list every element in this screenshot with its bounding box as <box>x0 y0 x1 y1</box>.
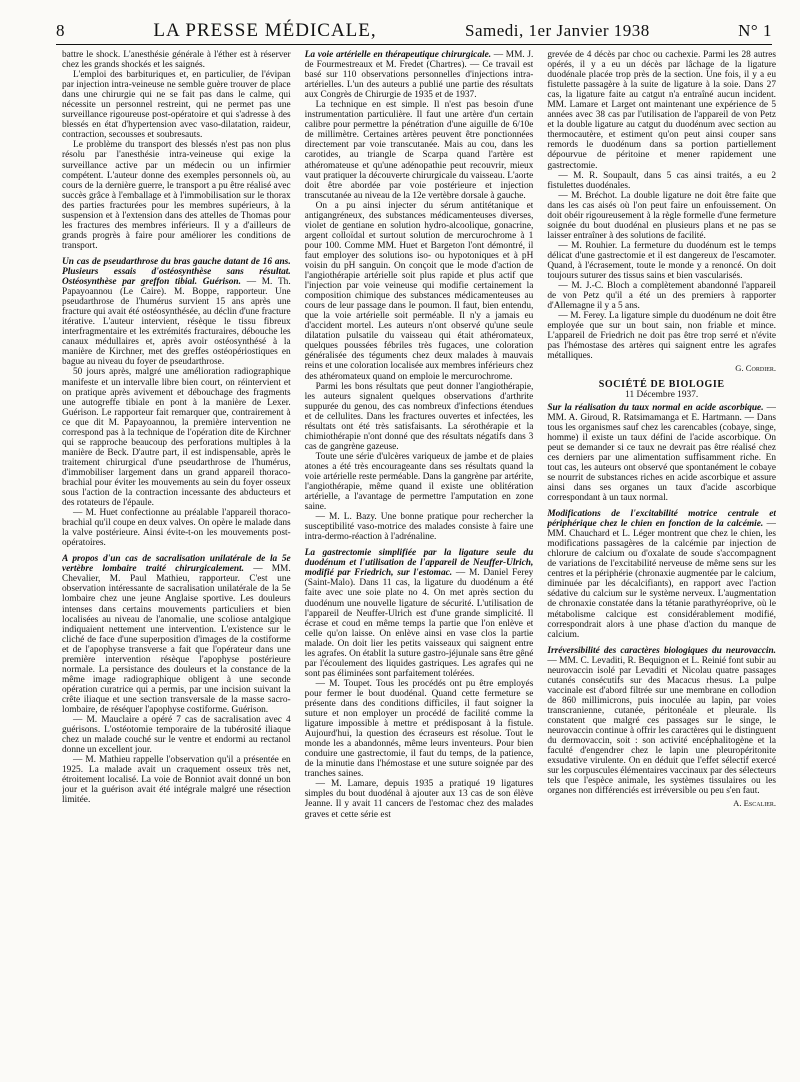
paragraph-text: — MM. A. Giroud, R. Ratsimamanga et E. Hartmann. — Dans tous les organismes sauf chez les carencables (cobaye, singe, homme) il existe un taux défini de l'acide ascorbique. On peut se demander si ce taux ne devrait pas être réalisé chez ces derniers par une alimentation suffisamment riche. En tout cas, les auteurs ont observé que spontanément le cobaye se nourrit de substances riches en acide ascorbique et assure ainsi dans ses organes un taux d'acide ascorbique correspondant à un taux normal. <box>547 402 777 504</box>
issue-number: N° 1 <box>738 21 772 40</box>
paragraph-text: — M. Mathieu rappelle l'observation qu'il a présentée en 1925. La malade avait un craquement osseux très net, étroitement localisé. La voie de Bonniot avait donné un bon jour et la guérison avait été intégrale malgré une résection limitée. <box>62 755 291 806</box>
article-title: La voie artérielle en thérapeutique chirurgicale. <box>304 50 492 60</box>
paragraph <box>305 512 534 542</box>
paragraph <box>305 50 534 100</box>
paragraph <box>62 554 291 715</box>
paragraph <box>305 452 534 512</box>
paragraph <box>305 100 534 200</box>
paragraph-text: — M. Daniel Ferey (Saint-Malo). Dans 11 cas, la ligature du duodénum a été faite avec une soie plate no 4. On met après section du duodénum une nouvelle ligature de sécurité. L'utilisation de l'appareil de Neuffer-Ulrich est d'une grande simplicité. Il écrase et coud en même temps la partie que l'on enlève et celle qu'on laisse. On enlève ainsi en vase clos la partie malade. On doit lier les petits vaisseaux qui saignent entre les agrafes. On établit la suture gastro-jéjunale sans être gêné par l'écoulement des liquides gastriques. Les agrafes qui ne sont pas éliminées sont parfaitement tolérées. <box>304 568 534 679</box>
paragraph-text: — M. Th. Papayoannou (Le Caire). M. Boppe, rapporteur. Une pseudarthrose de l'humérus survient 15 ans après une fracture qui avait été ostéosynthésée, au déclin d'une fracture itérative. L'auteur intervient, résèque le tissu fibreux interfragmentaire et les extrémités fracturaires, débouche les canaux médullaires et, après avoir ostéosynthésé à la manière de Kirchner, met des greffes ostéopériostiques en bague au niveau du foyer de pseudarthrose. <box>62 277 291 368</box>
paragraph-text: Parmi les bons résultats que peut donner l'angiothérapie, les auteurs signalent quelques observations d'arthrite suppurée du genou, des cas nombreux d'infections étendues et de cellulites. Dans les fractures ouvertes et infectées, les résultats ont été très satisfaisants. La sérothérapie et la chimiothérapie n'ont donné que des résultats négatifs dans 3 cas de gangrène gazeuse. <box>304 381 534 452</box>
author-signature: A. Escalier. <box>733 798 777 809</box>
paragraph-text: — M. Toupet. Tous les procédés ont pu être employés pour fermer le bout duodénal. Quand cette fermeture se présente dans des conditions difficiles, il faut soigner la suture et non employer un procédé de facilité comme la ligature impossible à mettre et prédisposant à la fistule. Aujourd'hui, la question des écraseurs est résolue. Tout le monde les a abandonnés, même leurs inventeurs. Pour bien conduire une gastrectomie, il faut du temps, de la patience, de la minutie dans l'hémostase et une suture soignée par des tranches saines. <box>304 678 534 780</box>
paragraph <box>62 755 291 805</box>
paragraph-text: — M. Rouhier. La fermeture du duodénum est le temps délicat d'une gastrectomie et il est dangereux de l'escamoter. Quand, à l'écrasement, toute le monde y a renoncé. On doit toujours suturer des tissus sains et bien vascularisés. <box>547 240 777 282</box>
section-date: 11 Décembre 1937. <box>625 389 699 400</box>
paragraph-text: — M. Mauclaire a opéré 7 cas de sacralisation avec 4 guérisons. L'ostéotomie temporaire de la tubérosité iliaque chez un malade couché sur le ventre et endormi au rectanol donne un excellent jour. <box>62 715 291 756</box>
paragraph <box>305 679 534 779</box>
paragraph <box>305 201 534 382</box>
paragraph-text: grevée de 4 décès par choc ou cachexie. Parmi les 28 autres opérés, il y a eu un décès par lâchage de la ligature duodénale placée trop près de la section. Une fois, il y a eu fistulette passagère à la suite de ligature à la soie. Dans 27 cas, la ligature faite au catgut n'a entraîné aucun incident. MM. Lamare et Larget ont maintenant une expérience de 5 années avec 38 cas par l'utilisation de l'appareil de von Petz et la double ligature au catgut du duodénum avec section au thermocautère, et estiment qu'on peut ainsi couper sans remords le duodénum dans sa portion partiellement dépourvue de péritoine et mener rapidement une gastrectomie. <box>547 50 777 171</box>
paragraph-text: — M. Lamare, depuis 1935 a pratiqué 19 ligatures simples du bout duodénal à ajouter aux 13 cas de son élève Jeanne. Il y avait 11 cancers de l'estomac chez des malades graves et cette série est <box>304 779 534 820</box>
paragraph-text: — M. Huet confectionne au préalable l'appareil thoraco-brachial qu'il coupe en deux valves. On opère le malade dans la valve postérieure. Ainsi évite-t-on les mouvements post-opératoires. <box>62 508 291 549</box>
paragraph-text: — MM. J. de Fourmestreaux et M. Fredet (Chartres). — Ce travail est basé sur 110 observations personnelles d'injections intra-artérielles. L'un des auteurs a publié une partie des résultats aux Congrès de Chirurgie de 1935 et de 1937. <box>304 50 534 101</box>
section-heading: SOCIÉTÉ DE BIOLOGIE <box>598 378 725 390</box>
author-signature: G. Cordier. <box>735 363 777 374</box>
paragraph <box>547 281 776 311</box>
paragraph <box>547 509 776 640</box>
paragraph <box>62 367 291 508</box>
paragraph <box>547 311 776 361</box>
paragraph-text: — MM. Chauchard et L. Léger montrent que chez le chien, les modifications passagères de la calcémie par injection de chlorure de calcium ou d'oxalate de soude s'accompagnent de variations de l'excitabilité nerveuse de même sens sur les centres et la périphérie (chronaxie augmentée par le calcium, diminuée par les décalcifiants), en rapport avec l'action sédative du calcium sur le système nerveux. L'augmentation de chronaxie constatée dans la tétanie parathyréoprive, où le métabolisme calcique est considérablement modifié, correspondrait alors à une phase d'action du manque de calcium. <box>547 519 777 640</box>
column-3 <box>547 50 776 1074</box>
paragraph <box>62 50 291 70</box>
paragraph <box>62 508 291 548</box>
article-title: Irréversibilité des caractères biologiques du neurovaccin. <box>547 645 777 656</box>
article-title: La gastrectomie simplifiée par la ligature seule du duodénum et l'utilisation de l'appareil de Neuffer-Ulrich, modifié par Friedrich, sur l'estomac. <box>304 548 534 579</box>
issue-date: Samedi, 1er Janvier 1938 <box>465 21 650 40</box>
paragraph-text: — M. Ferey. La ligature simple du duodénum ne doit être employée que sur un bout sain, non friable et mince. L'appareil de Friedrich ne doit pas être trop serré et n'évite pas l'hémostase des artères qui saignent entre les agrafes métalliques. <box>547 311 777 362</box>
paragraph-text: Toute une série d'ulcères variqueux de jambe et de plaies atones a été très encourageante dans ses résultats quand la voie artérielle reste perméable. Dans la gangrène par artérite, l'angiothérapie, même quand il existe une oblitération artérielle, a l'avantage de permettre l'amputation en zone saine. <box>304 451 534 513</box>
paragraph-text: battre le shock. L'anesthésie générale à l'éther est à réserver chez les grands shockés et les saignés. <box>62 50 291 71</box>
article-title: Un cas de pseudarthrose du bras gauche datant de 16 ans. Plusieurs essais d'ostéosynthèse sans résultat. Ostéosynthèse par greffon tibial. Guérison. <box>62 256 291 288</box>
paragraph <box>62 140 291 251</box>
paragraph-text: L'emploi des barbituriques et, en particulier, de l'évipan par injection intra-veineuse ne semble guère trouver de place dans une chirurgie qui ne se fait pas dans le calme, qui nécessite un personnel restreint, qui ne permet pas une surveillance rigoureuse post-opératoire et qui s'adresse à des blessés en état d'hypertension avec vaso-dilatation, raideur, contraction, secousses et soubresauts. <box>62 70 291 141</box>
header-rule <box>56 44 772 45</box>
paragraph <box>547 171 776 191</box>
paragraph <box>547 50 776 171</box>
paragraph <box>62 70 291 140</box>
paragraph <box>547 241 776 281</box>
page-number: 8 <box>56 21 65 40</box>
paragraph-text: Le problème du transport des blessés n'est pas non plus résolu par l'anesthésie intra-veineuse qui exige la surveillance active par un médecin ou un infirmier compétent. L'auteur donne des exemples personnels où, au cours de la dernière guerre, le transport a pu être réalisé avec succès grâce à l'emballage et à l'immobilisation sur le thorax des parties fracturées pour les membres supérieurs, à la suspension et à l'extension dans des attelles de Thomas pour les fractures des membres inférieurs. Il y a d'ailleurs de grands progrès à faire pour améliorer les conditions de transport. <box>62 140 291 251</box>
paragraph <box>547 646 776 797</box>
article-columns <box>62 50 776 1074</box>
paragraph-text: — M. Bréchot. La double ligature ne doit être faite que dans les cas aisés où l'on peut faire un enfouissement. On doit obéir rigoureusement à la règle formelle d'une fermeture soignée du bout duodénal en plusieurs plans et ne pas se laisser entraîner à des solutions de facilité. <box>547 190 777 241</box>
paragraph <box>305 779 534 819</box>
paragraph <box>62 715 291 755</box>
paragraph-text: 50 jours après, malgré une amélioration radiographique manifeste et un intervalle libre bien court, on réintervient et on pratique après avivement et débouchage des fragments une autogreffe tibiale en pont à la manière de Lexer. Guérison. Le rapporteur fait remarquer que, contrairement à ce que dit M. Papayoannou, la première intervention ne correspond pas à la technique de l'opération dite de Kirchner qui se rapproche beaucoup des perforations multiples à la manière de Beck. D'autre part, il est indispensable, après le traitement chirurgical d'une pseudarthrose de l'humérus, d'immobiliser largement dans un grand appareil thoraco-brachial pour éviter les mouvements au sein du foyer osseux sous l'action de la contraction incessante des abducteurs et des rotateurs de l'épaule. <box>62 367 291 509</box>
article-title: A propos d'un cas de sacralisation unilatérale de la 5e vertèbre lombaire traité chirurgicalement. <box>62 554 291 575</box>
paragraph <box>305 548 534 679</box>
paragraph-text: — M. J.-C. Bloch a complètement abandonné l'appareil de von Petz qu'il a été un des premiers à rapporter d'Allemagne il y a 5 ans. <box>547 281 777 312</box>
paragraph <box>547 403 776 503</box>
paragraph-text: On a pu ainsi injecter du sérum antitétanique et antigangréneux, des substances médicamenteuses diverses, violet de gentiane en solution hydro-alcoolique, gonacrine, argent colloïdal et surtout solution de mercurochrome à 1 pour 100. Comme MM. Huet et Bargeton l'ont démontré, il faut employer des solutions iso- ou hypotoniques et à pH voisin du pH sanguin. On conçoit que le mode d'action de l'angiothérapie artérielle soit plus rapide et plus actif que l'injection par voie veineuse qui modifie certainement la composition chimique des substances médicamenteuses au cours de leur passage dans le poumon. Il faut, bien entendu, que la voie artérielle soit perméable. Il n'y a jamais eu d'accident mortel. Les auteurs n'ont observé qu'une seule dilatation pulsatile du vaisseau qui était athéromateux, quelques poussées fébriles très fugaces, une coloration généralisée des téguments chez deux malades à mauvais reins et une coloration localisée aux membres inférieurs chez des athéromateux quand on emploie le mercurochrome. <box>304 200 534 382</box>
paragraph <box>305 382 534 452</box>
paragraph-text: — MM. Chevalier, M. Paul Mathieu, rapporteur. C'est une observation intéressante de sacralisation unilatérale de la 5e lombaire chez une jeune Anglaise sportive. Les douleurs intenses dans certains mouvements particuliers et bien localisées au niveau de l'anomalie, une scoliose antalgique indiquaient nettement une intervention. L'existence sur le cliché de face d'une superposition d'images de la costiforme et de l'apophyse transverse a fait que l'opérateur dans une première intervention résèque l'apophyse postérieure normale. La persistance des douleurs et la constance de la même image radiographique obligent à une seconde opération curatrice qui a permis, par une incision suivant la crête iliaque et une section transversale de la masse sacro-lombaire, de réséquer l'apophyse costiforme. Guérison. <box>62 564 291 715</box>
paragraph <box>547 191 776 241</box>
page-header <box>56 20 772 44</box>
paragraph-text: — M. L. Bazy. Une bonne pratique pour rechercher la susceptibilité vaso-motrice des malades consiste à faire une intra-dermo-réaction à l'adrénaline. <box>304 512 534 543</box>
column-2 <box>305 50 534 1074</box>
column-1 <box>62 50 291 1074</box>
paragraph-text: La technique en est simple. Il n'est pas besoin d'une instrumentation particulière. Il faut une artère d'un certain calibre pour permettre la pénétration d'une aiguille de 6/10e de millimètre. Certaines artères peuvent être ponctionnées directement par voie transcutanée. Mais au cou, dans les carotides, au triangle de Scarpa quand l'artère est athéromateuse et qu'une adénopathie peut recouvrir, mieux vaut pratiquer la découverte chirurgicale du vaisseau. L'aorte doit être abordée par voie postérieure et injection transcutanée au niveau de la 12e vertèbre dorsale à gauche. <box>304 100 534 201</box>
article-title: Sur la réalisation du taux normal en acide ascorbique. <box>547 402 764 413</box>
article-title: Modifications de l'excitabilité motrice centrale et périphérique chez le chien en fonction de la calcémie. <box>547 509 777 530</box>
journal-title: LA PRESSE MÉDICALE, <box>153 20 377 41</box>
paragraph-text: — MM. C. Levaditi, R. Bequignon et L. Reinié font subir au neurovaccin isolé par Levaditi et Nicolau quatre passages cutanés consécutifs sur des Macacus rhesus. La pulpe vaccinale est d'abord filtrée sur une membrane en collodion de 860 millimicrons, puis inoculée au lapin, par voies transcranienne, cutanée, péritonéale et pleurale. Ils constatent que malgré ces passages sur le singe, le neurovaccin continue à offrir les caractères qui le distinguent du dermovaccin, soit : son activité encéphalitogène et la faculté d'engendrer chez le lapin une pleuropéritonite exsudative virulente. On en déduit que l'effet sélectif exercé sur les corpuscules élémentaires vaccinaux par des sélecteurs tels que l'espèce animale, les systèmes tissulaires ou les organes non différenciés est irréversible ou peu s'en faut. <box>547 655 777 797</box>
paragraph <box>62 257 291 368</box>
paragraph-text: — M. R. Soupault, dans 5 cas ainsi traités, a eu 2 fistulettes duodénales. <box>547 170 777 191</box>
